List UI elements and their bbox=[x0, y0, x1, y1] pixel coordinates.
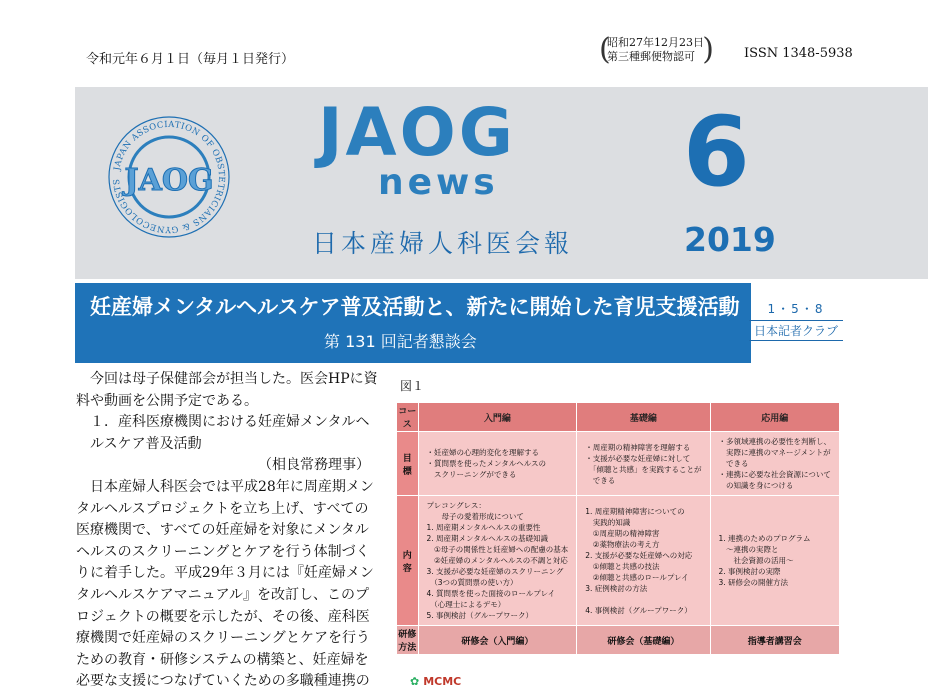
table-cell-line: 母子の愛着形成について bbox=[426, 512, 524, 521]
table-cell-line: スクリーニングができる bbox=[426, 470, 517, 479]
content-cell-advanced bbox=[710, 496, 840, 626]
table-cell-line: ②妊産婦のメンタルヘルスの不調と対応 bbox=[426, 556, 568, 565]
table-cell-line: 1. 周産期精神障害についての bbox=[585, 506, 685, 516]
jaog-seal-logo bbox=[107, 115, 231, 239]
table-cell-line: 3. 支援が必要な妊産婦のスクリーニング bbox=[426, 567, 564, 576]
content-cell-basic bbox=[577, 496, 710, 626]
mcmc-logo-text: MCMC bbox=[423, 675, 462, 688]
table-cell-line: ・支援が必要な妊産婦に対して bbox=[585, 453, 691, 463]
table-header-row bbox=[397, 403, 840, 432]
table-cell-line: 4. 質問票を使った面接のロールプレイ bbox=[426, 589, 556, 598]
meeting-venue: 日本記者クラブ bbox=[749, 320, 843, 341]
table-cell-line: プレコングレス： bbox=[426, 501, 486, 510]
row-label-goal: 目 標 bbox=[397, 432, 419, 496]
table-cell-line: ②薬物療法の考え方 bbox=[585, 539, 660, 549]
table-header-cell: コース bbox=[397, 403, 419, 432]
mcmc-mark-icon: ✿ bbox=[410, 675, 420, 688]
table-cell-line: （3つの質問票の使い方） bbox=[426, 578, 518, 587]
table-cell-line: ・妊産婦の心理的変化を理解する bbox=[426, 448, 540, 457]
table-header-cell: 基礎編 bbox=[577, 403, 710, 432]
table-cell-line: ①母子の関係性と妊産婦への配慮の基本 bbox=[426, 545, 569, 554]
method-cell-basic: 研修会（基礎編） bbox=[577, 626, 710, 655]
news-logo-subtitle: news bbox=[378, 162, 499, 203]
left-paren-icon: ( bbox=[599, 32, 611, 67]
table-cell-line: ①周産期の精神障害 bbox=[585, 528, 660, 538]
table-cell-line: ～連携の実際と bbox=[718, 545, 779, 554]
goal-cell-intro bbox=[418, 432, 577, 496]
table-cell-line: 1. 連携のためのプログラム bbox=[718, 534, 811, 543]
table-cell-line: できる bbox=[585, 475, 616, 485]
table-cell-line: （心理士によるデモ） bbox=[426, 600, 506, 609]
table-cell-line: ・周産期の精神障害を理解する bbox=[585, 442, 691, 452]
article-body bbox=[76, 369, 382, 693]
issue-date: 令和元年６月１日（毎月１日発行） bbox=[86, 52, 295, 67]
table-cell-line: 1. 周産期メンタルヘルスの重要性 bbox=[426, 523, 541, 532]
table-cell-line: 2. 事例検討の実際 bbox=[718, 567, 781, 576]
table-cell-line: ・質問票を使ったメンタルヘルスの bbox=[426, 459, 546, 468]
row-label-content: 内 容 bbox=[397, 496, 419, 626]
article-intro: 今回は母子保健部会が担当した。医会HPに資料や動画を公開予定である。 bbox=[76, 371, 378, 409]
mcmc-logo bbox=[410, 675, 461, 688]
table-header-cell: 入門編 bbox=[418, 403, 577, 432]
method-cell-intro: 研修会（入門編） bbox=[418, 626, 577, 655]
table-row-goal bbox=[397, 432, 840, 496]
jaog-logo-title: JAOG bbox=[318, 94, 516, 171]
table-cell-line bbox=[585, 594, 701, 605]
issue-year: 2019 bbox=[684, 220, 776, 259]
goal-cell-advanced bbox=[710, 432, 840, 496]
svg-text:JAOG: JAOG bbox=[124, 163, 214, 198]
figure-label: 図１ bbox=[400, 379, 425, 393]
table-row-content bbox=[397, 496, 840, 626]
goal-cell-basic bbox=[577, 432, 710, 496]
section-1-title: １．産科医療機関における妊産婦メンタルヘルスケア普及活動 bbox=[90, 414, 370, 452]
right-paren-icon: ) bbox=[702, 32, 714, 67]
table-header-cell: 応用編 bbox=[710, 403, 840, 432]
table-cell-line: 実際に連携のマネージメントが bbox=[718, 448, 831, 457]
article-paragraph: 日本産婦人科医会では平成28年に周産期メンタルヘルスプロジェクトを立ち上げ、すべての医療機関で、すべての妊産婦を対象にメンタルヘルスのスクリーニングとケアを行う体制づくりに着手した。平成29年３月には『妊産婦メンタルヘルスケアマニュアル』を改訂し、このプロジェクトの概要を示したが、その後、産科医療機関で妊産婦のスクリーニングとケアを行うための教育・研修システムの構築と、妊産婦を必要な支援につなげていくための多職種連携の bbox=[76, 478, 374, 690]
table-cell-line: 4. 事例検討（グループワーク） bbox=[585, 605, 692, 615]
table-cell-line: 2. 周産期メンタルヘルスの基礎知識 bbox=[426, 534, 549, 543]
table-cell-line: 「傾聴と共感」を実践することが bbox=[585, 464, 702, 474]
meeting-date: 1・5・8 bbox=[767, 302, 825, 316]
issue-number: 6 bbox=[683, 96, 750, 208]
table-cell-line: の知識を身につける bbox=[718, 481, 794, 490]
method-cell-advanced: 指導者講習会 bbox=[710, 626, 840, 655]
table-cell-line: ②傾聴と共感のロールプレイ bbox=[585, 572, 689, 582]
postal-line-1: 昭和27年12月23日 bbox=[607, 36, 704, 49]
table-cell-line: 社会資源の活用～ bbox=[718, 556, 794, 565]
issn: ISSN 1348-5938 bbox=[744, 46, 853, 61]
table-cell-line: 3. 研修会の開催方法 bbox=[718, 578, 789, 587]
table-row-method bbox=[397, 626, 840, 655]
table-cell-line: ・多領域連携の必要性を判断し、 bbox=[718, 437, 831, 446]
row-label-method: 研修方法 bbox=[397, 626, 419, 655]
table-cell-line: 3. 症例検討の方法 bbox=[585, 583, 648, 593]
content-cell-intro bbox=[418, 496, 577, 626]
headline-title: 妊産婦メンタルヘルスケア普及活動と、新たに開始した育児支援活動 bbox=[90, 295, 740, 319]
table-cell-line: 2. 支援が必要な妊産婦への対応 bbox=[585, 550, 693, 560]
table-cell-line: ・連携に必要な社会資源について bbox=[718, 470, 831, 479]
training-course-table bbox=[396, 402, 840, 655]
table-cell-line: ①傾聴と共感の技法 bbox=[585, 561, 660, 571]
svg-text:JAPAN ASSOCIATION OF OBSTETRIC: JAPAN ASSOCIATION OF OBSTETRICIANS & GYNECOLOGISTS bbox=[111, 119, 227, 235]
table-cell-line: 5. 事例検討（グループワーク） bbox=[426, 611, 533, 620]
postal-line-2: 第三種郵便物認可 bbox=[607, 50, 695, 63]
journal-japanese-title: 日本産婦人科医会報 bbox=[312, 229, 574, 258]
section-1-author: （相良常務理事） bbox=[258, 457, 370, 474]
table-cell-line: できる bbox=[718, 459, 749, 468]
table-cell-line: 実践的知識 bbox=[585, 517, 631, 527]
postal-approval bbox=[599, 32, 714, 67]
headline-subtitle: 第 131 回記者懇談会 bbox=[324, 332, 477, 351]
